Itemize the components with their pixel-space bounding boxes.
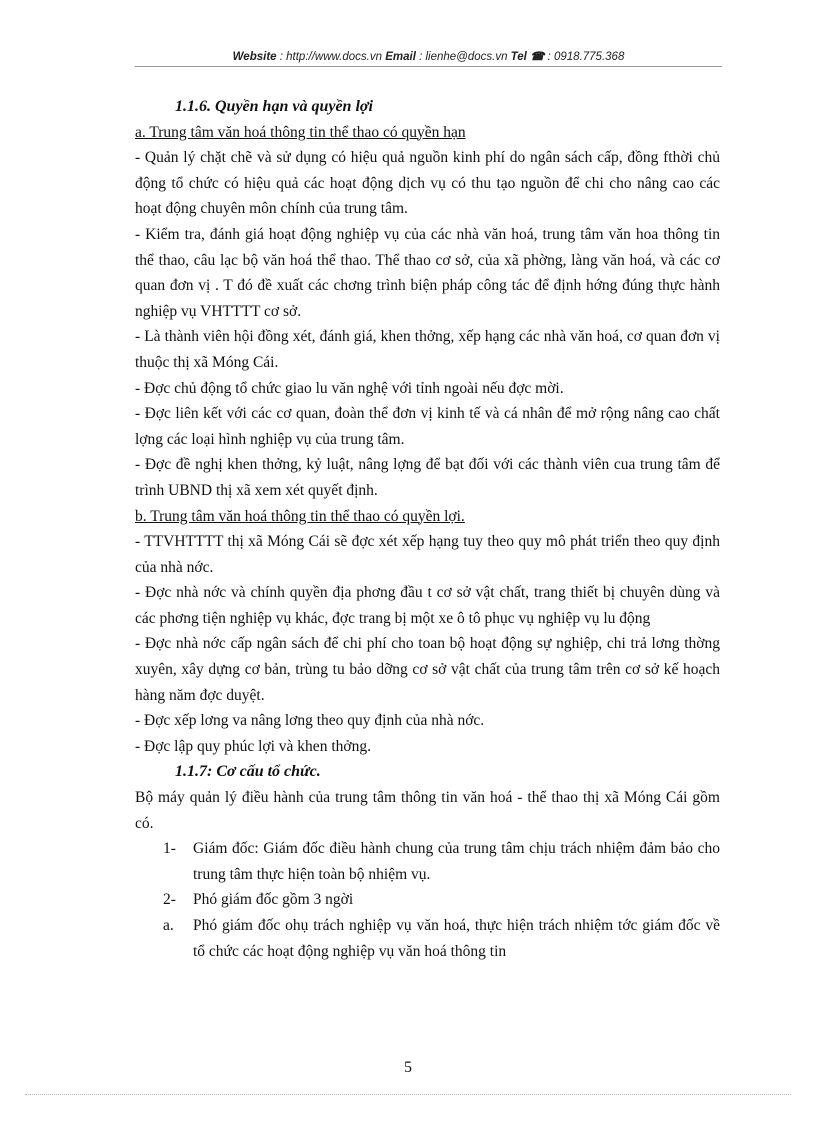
paragraph: - Kiểm tra, đánh giá hoạt động nghiệp vụ của các nhà văn hoá, trung tâm văn hoa thông tin thể thao, câu lạc bộ văn hoá thể thao. Thể thao cơ sở, của xã phờng, làng văn hoá, và các cơ quan đơn vị . T đó đề xuất các chơng trình biện pháp công tác để định hớng đúng thực hành nghiệp vụ VHTTTT cơ sở. [135, 225, 720, 320]
email-label: Email [385, 51, 416, 63]
paragraph: - TTVHTTTT thị xã Móng Cái sẽ đợc xét xếp hạng tuy theo quy mô phát triển theo quy định của nhà nớc. [135, 533, 720, 576]
list-item [135, 836, 720, 887]
subheading-a: a. Trung tâm văn hoá thông tin thể thao có quyền hạn [135, 123, 466, 141]
paragraph: - Đợc nhà nớc cấp ngân sách để chi phí cho toan bộ hoạt động sự nghiệp, chi trả lơng thờng xuyên, xây dựng cơ bản, trùng tu bảo dỡng cơ sở vật chất của trung tâm trên cơ sở kế hoạch hàng năm đợc duyệt. [135, 635, 720, 704]
list-text: Phó giám đốc ohụ trách nghiệp vụ văn hoá, thực hiện trách nhiệm tớc giám đốc về tổ chức các hoạt động nghiệp vụ văn hoá thông tin [193, 917, 720, 960]
list-marker: a. [163, 917, 174, 934]
paragraph: - Đợc chủ động tổ chức giao lu văn nghệ với tỉnh ngoài nếu đợc mời. [135, 379, 564, 397]
header-divider [135, 66, 722, 67]
phone-icon: ☎ [530, 51, 545, 63]
paragraph: - Đợc đề nghị khen thởng, kỷ luật, nâng lợng để bạt đối với các thành viên cua trung tâm để trình UBND thị xã xem xét quyết định. [135, 456, 720, 499]
tel-label: Tel [510, 51, 527, 63]
list-text: Giám đốc: Giám đốc điều hành chung của trung tâm chịu trách nhiệm đảm bảo cho trung tâm thực hiện toàn bộ nhiệm vụ. [193, 840, 720, 883]
website-value: : http://www.docs.vn [276, 51, 386, 63]
list-marker: 2- [163, 891, 176, 909]
paragraph: - Đợc lập quy phúc lợi và khen thởng. [135, 737, 371, 755]
list-item [135, 887, 720, 913]
page-header [135, 49, 722, 63]
subheading-b: b. Trung tâm văn hoá thông tin thể thao có quyền lợi. [135, 507, 465, 525]
tel-value: : 0918.775.368 [544, 51, 625, 63]
list-item [135, 913, 720, 964]
paragraph: - Đợc nhà nớc và chính quyền địa phơng đầu t cơ sở vật chất, trang thiết bị chuyên dùng và các phơng tiện nghiệp vụ khác, đợc trang bị một xe ô tô phục vụ nghiệp vụ lu động [135, 584, 720, 627]
section-heading-rights: 1.1.6. Quyền hạn và quyền lợi [175, 98, 373, 115]
list-text: Phó giám đốc gồm 3 ngời [193, 891, 354, 909]
document-body [135, 94, 720, 964]
paragraph: Bộ máy quản lý điều hành của trung tâm thông tin văn hoá - thể thao thị xã Móng Cái gồm có. [135, 789, 720, 832]
list-marker: 1- [163, 840, 176, 858]
email-value: : lienhe@docs.vn [415, 51, 511, 63]
section-heading-structure: 1.1.7: Cơ cấu tổ chức. [175, 763, 321, 781]
paragraph: - Đợc liên kết với các cơ quan, đoàn thể đơn vị kinh tế và cá nhân để mở rộng nâng cao chất lợng các loại hình nghiệp vụ của trung tâm. [135, 405, 720, 448]
paragraph: - Đợc xếp lơng va nâng lơng theo quy định của nhà nớc. [135, 712, 485, 730]
paragraph: - Là thành viên hội đồng xét, đánh giá, khen thởng, xếp hạng các nhà văn hoá, cơ quan đơn vị thuộc thị xã Móng Cái. [135, 328, 720, 371]
page-bottom-border [25, 1094, 791, 1095]
page-number: 5 [404, 1059, 412, 1076]
website-label: Website [232, 51, 277, 63]
paragraph: - Quản lý chặt chẽ và sử dụng có hiệu quả nguồn kinh phí do ngân sách cấp, đồng fthời chủ động tổ chức có hiệu quả các hoạt động dịch vụ có thu tạo nguồn để chi cho nâng cao các hoạt động chuyên môn chính của trung tâm. [135, 149, 720, 218]
